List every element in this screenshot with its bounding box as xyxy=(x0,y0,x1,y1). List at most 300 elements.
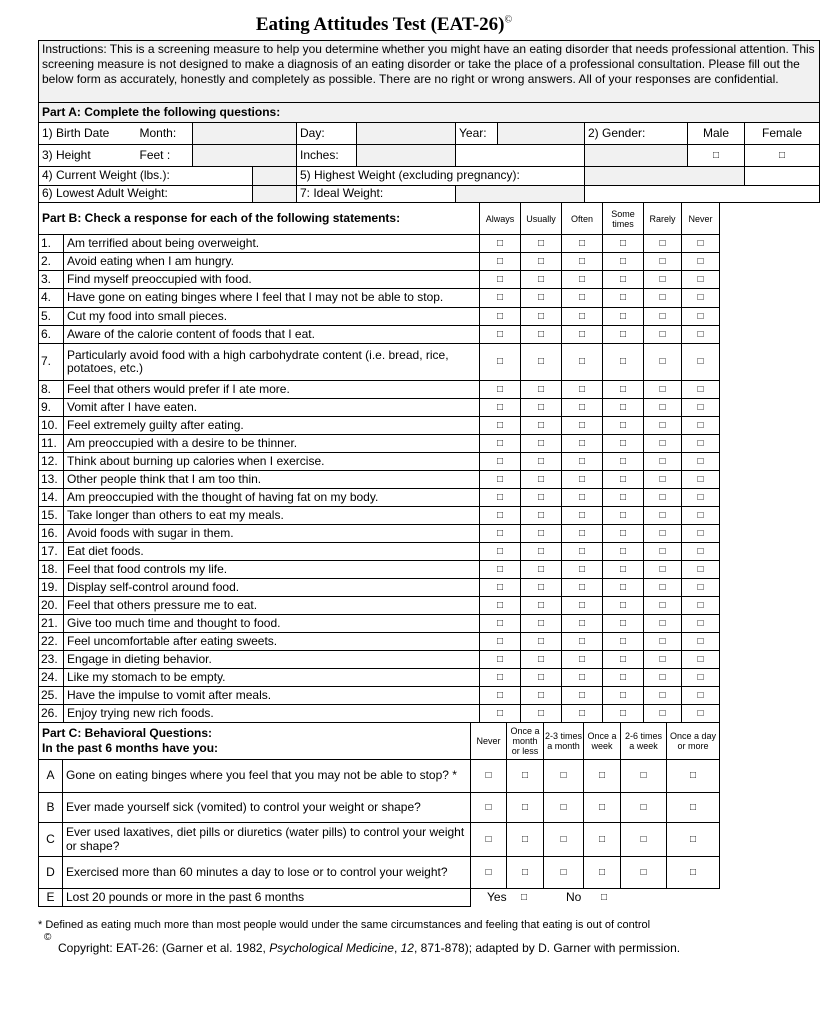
day-label: Day: xyxy=(297,123,357,145)
response-checkbox[interactable]: □ xyxy=(644,308,682,326)
year-input[interactable] xyxy=(498,123,585,145)
response-checkbox[interactable]: □ xyxy=(521,687,562,705)
response-checkbox[interactable]: □ xyxy=(562,507,603,525)
response-checkbox[interactable]: □ xyxy=(603,381,644,399)
response-checkbox[interactable]: □ xyxy=(521,326,562,344)
item-number: 2. xyxy=(39,253,64,271)
col-c-never: Never xyxy=(471,723,507,760)
response-checkbox[interactable]: □ xyxy=(682,308,720,326)
response-checkbox[interactable]: □ xyxy=(644,453,682,471)
item-text: Enjoy trying new rich foods. xyxy=(64,705,480,723)
item-text: Like my stomach to be empty. xyxy=(64,669,480,687)
response-checkbox[interactable]: □ xyxy=(682,669,720,687)
response-checkbox[interactable]: □ xyxy=(603,253,644,271)
item-number: 4. xyxy=(39,289,64,308)
frequency-checkbox[interactable]: □ xyxy=(667,760,720,793)
response-checkbox[interactable]: □ xyxy=(644,271,682,289)
response-checkbox[interactable]: □ xyxy=(603,597,644,615)
part-b-row xyxy=(39,669,720,687)
month-label: Month: xyxy=(137,123,193,145)
part-b-row xyxy=(39,561,720,579)
part-b-row xyxy=(39,579,720,597)
item-text: Take longer than others to eat my meals. xyxy=(64,507,480,525)
response-checkbox[interactable]: □ xyxy=(480,417,521,435)
response-checkbox[interactable]: □ xyxy=(644,705,682,723)
item-text: Avoid foods with sugar in them. xyxy=(64,525,480,543)
response-checkbox[interactable]: □ xyxy=(682,651,720,669)
response-checkbox[interactable]: □ xyxy=(603,326,644,344)
current-weight-input[interactable] xyxy=(253,167,297,186)
item-text: Think about burning up calories when I exercise. xyxy=(64,453,480,471)
item-letter: C xyxy=(39,823,63,857)
response-checkbox[interactable]: □ xyxy=(480,381,521,399)
response-checkbox[interactable]: □ xyxy=(603,615,644,633)
part-b-row xyxy=(39,308,720,326)
response-checkbox[interactable]: □ xyxy=(603,687,644,705)
response-checkbox[interactable]: □ xyxy=(521,381,562,399)
part-b-table xyxy=(38,202,720,723)
response-checkbox[interactable]: □ xyxy=(644,579,682,597)
response-checkbox[interactable]: □ xyxy=(562,543,603,561)
response-checkbox[interactable]: □ xyxy=(521,579,562,597)
response-checkbox[interactable]: □ xyxy=(682,687,720,705)
frequency-checkbox[interactable]: □ xyxy=(584,823,621,857)
frequency-checkbox[interactable]: □ xyxy=(584,760,621,793)
col-c-2-3-month: 2-3 times a month xyxy=(544,723,584,760)
frequency-checkbox[interactable]: □ xyxy=(507,760,544,793)
col-always: Always xyxy=(480,203,521,235)
response-checkbox[interactable]: □ xyxy=(562,561,603,579)
response-checkbox[interactable]: □ xyxy=(521,417,562,435)
response-checkbox[interactable]: □ xyxy=(682,597,720,615)
response-checkbox[interactable]: □ xyxy=(562,308,603,326)
response-checkbox[interactable]: □ xyxy=(562,326,603,344)
item-text: Cut my food into small pieces. xyxy=(64,308,480,326)
frequency-checkbox[interactable]: □ xyxy=(544,760,584,793)
response-checkbox[interactable]: □ xyxy=(562,471,603,489)
response-checkbox[interactable]: □ xyxy=(644,289,682,308)
response-checkbox[interactable]: □ xyxy=(521,344,562,381)
response-checkbox[interactable]: □ xyxy=(603,507,644,525)
response-checkbox[interactable]: □ xyxy=(682,705,720,723)
no-label: No xyxy=(566,890,582,905)
part-b-row xyxy=(39,615,720,633)
part-b-row xyxy=(39,235,720,253)
gender-male-label: Male xyxy=(688,123,745,145)
item-number: 9. xyxy=(39,399,64,417)
response-checkbox[interactable]: □ xyxy=(562,344,603,381)
frequency-checkbox[interactable]: □ xyxy=(621,793,667,823)
response-checkbox[interactable]: □ xyxy=(562,597,603,615)
part-c-subheading: In the past 6 months have you: xyxy=(42,741,219,755)
response-checkbox[interactable]: □ xyxy=(521,669,562,687)
part-b-row xyxy=(39,399,720,417)
response-checkbox[interactable]: □ xyxy=(682,525,720,543)
col-sometimes: Some times xyxy=(603,203,644,235)
item-text: Exercised more than 60 minutes a day to lose or to control your weight? xyxy=(63,857,471,889)
response-checkbox[interactable]: □ xyxy=(562,687,603,705)
response-checkbox[interactable]: □ xyxy=(644,561,682,579)
month-input[interactable] xyxy=(193,123,297,145)
copyright-text: Copyright: EAT-26: (Garner et al. 1982, Psychological Medicine, 12, 871-878); adapted by D. Garner with permission. xyxy=(58,941,681,955)
response-checkbox[interactable]: □ xyxy=(644,651,682,669)
response-checkbox[interactable]: □ xyxy=(603,705,644,723)
title-text: Eating Attitudes Test (EAT-26) xyxy=(255,14,505,35)
response-checkbox[interactable]: □ xyxy=(644,326,682,344)
response-checkbox[interactable]: □ xyxy=(603,651,644,669)
response-checkbox[interactable]: □ xyxy=(480,253,521,271)
response-checkbox[interactable]: □ xyxy=(682,543,720,561)
response-checkbox[interactable]: □ xyxy=(603,435,644,453)
part-b-row xyxy=(39,344,720,381)
response-checkbox[interactable]: □ xyxy=(521,705,562,723)
frequency-checkbox[interactable]: □ xyxy=(667,793,720,823)
response-checkbox[interactable]: □ xyxy=(682,435,720,453)
response-checkbox[interactable]: □ xyxy=(480,525,521,543)
response-checkbox[interactable]: □ xyxy=(682,399,720,417)
response-checkbox[interactable]: □ xyxy=(603,417,644,435)
col-often: Often xyxy=(562,203,603,235)
item-number: 1. xyxy=(39,235,64,253)
part-c-body xyxy=(39,760,720,889)
gender-female-checkbox[interactable]: □ xyxy=(745,145,820,167)
response-checkbox[interactable]: □ xyxy=(682,507,720,525)
response-checkbox[interactable]: □ xyxy=(562,705,603,723)
response-checkbox[interactable]: □ xyxy=(644,435,682,453)
response-checkbox[interactable]: □ xyxy=(603,579,644,597)
response-checkbox[interactable]: □ xyxy=(480,344,521,381)
response-checkbox[interactable]: □ xyxy=(521,525,562,543)
item-text: Vomit after I have eaten. xyxy=(64,399,480,417)
item-text: Am preoccupied with the thought of having fat on my body. xyxy=(64,489,480,507)
inches-input[interactable] xyxy=(357,145,456,167)
response-checkbox[interactable]: □ xyxy=(603,543,644,561)
response-checkbox[interactable]: □ xyxy=(562,271,603,289)
response-checkbox[interactable]: □ xyxy=(644,669,682,687)
frequency-checkbox[interactable]: □ xyxy=(621,823,667,857)
response-checkbox[interactable]: □ xyxy=(480,633,521,651)
response-checkbox[interactable]: □ xyxy=(603,669,644,687)
highest-weight-input[interactable] xyxy=(585,167,745,186)
item-text: Particularly avoid food with a high carbohydrate content (i.e. bread, rice, potatoes, etc.) xyxy=(64,344,480,381)
part-b-row xyxy=(39,543,720,561)
response-checkbox[interactable]: □ xyxy=(480,235,521,253)
frequency-checkbox[interactable]: □ xyxy=(667,857,720,889)
yes-checkbox[interactable]: □ xyxy=(521,892,528,904)
part-b-row xyxy=(39,597,720,615)
part-b-row xyxy=(39,271,720,289)
response-checkbox[interactable]: □ xyxy=(644,543,682,561)
response-checkbox[interactable]: □ xyxy=(521,289,562,308)
response-checkbox[interactable]: □ xyxy=(480,489,521,507)
response-checkbox[interactable]: □ xyxy=(480,543,521,561)
part-b-row xyxy=(39,489,720,507)
item-letter: D xyxy=(39,857,63,889)
feet-input[interactable] xyxy=(193,145,297,167)
response-checkbox[interactable]: □ xyxy=(644,597,682,615)
item-number: 3. xyxy=(39,271,64,289)
part-a-heading: Part A: Complete the following questions: xyxy=(39,103,820,123)
frequency-checkbox[interactable]: □ xyxy=(544,823,584,857)
response-checkbox[interactable]: □ xyxy=(562,489,603,507)
response-checkbox[interactable]: □ xyxy=(603,471,644,489)
response-checkbox[interactable]: □ xyxy=(562,633,603,651)
response-checkbox[interactable]: □ xyxy=(480,507,521,525)
item-number: 5. xyxy=(39,308,64,326)
item-text: Aware of the calorie content of foods that I eat. xyxy=(64,326,480,344)
response-checkbox[interactable]: □ xyxy=(644,417,682,435)
response-checkbox[interactable]: □ xyxy=(562,579,603,597)
item-number: 15. xyxy=(39,507,64,525)
frequency-checkbox[interactable]: □ xyxy=(471,857,507,889)
frequency-checkbox[interactable]: □ xyxy=(507,823,544,857)
copyright-symbol: © xyxy=(44,932,52,943)
current-weight-label: 4) Current Weight (lbs.): xyxy=(39,167,253,186)
response-checkbox[interactable]: □ xyxy=(521,453,562,471)
part-b-row xyxy=(39,253,720,271)
item-number: 16. xyxy=(39,525,64,543)
response-checkbox[interactable]: □ xyxy=(682,471,720,489)
response-checkbox[interactable]: □ xyxy=(682,235,720,253)
response-checkbox[interactable]: □ xyxy=(603,525,644,543)
response-checkbox[interactable]: □ xyxy=(521,308,562,326)
item-text: Ever made yourself sick (vomited) to control your weight or shape? xyxy=(63,793,471,823)
response-checkbox[interactable]: □ xyxy=(603,235,644,253)
response-checkbox[interactable]: □ xyxy=(682,489,720,507)
frequency-checkbox[interactable]: □ xyxy=(621,857,667,889)
response-checkbox[interactable]: □ xyxy=(603,399,644,417)
response-checkbox[interactable]: □ xyxy=(603,308,644,326)
response-checkbox[interactable]: □ xyxy=(682,253,720,271)
item-text: Display self-control around food. xyxy=(64,579,480,597)
frequency-checkbox[interactable]: □ xyxy=(544,857,584,889)
part-c-row xyxy=(39,760,720,793)
no-checkbox[interactable]: □ xyxy=(601,892,608,904)
response-checkbox[interactable]: □ xyxy=(603,453,644,471)
response-checkbox[interactable]: □ xyxy=(682,633,720,651)
response-checkbox[interactable]: □ xyxy=(644,344,682,381)
response-checkbox[interactable]: □ xyxy=(644,507,682,525)
response-checkbox[interactable]: □ xyxy=(562,525,603,543)
response-checkbox[interactable]: □ xyxy=(480,289,521,308)
day-input[interactable] xyxy=(357,123,456,145)
item-letter: E xyxy=(39,889,63,907)
frequency-checkbox[interactable]: □ xyxy=(471,760,507,793)
part-b-header xyxy=(39,203,720,235)
part-c-row xyxy=(39,857,720,889)
item-letter: B xyxy=(39,793,63,823)
col-never: Never xyxy=(682,203,720,235)
response-checkbox[interactable]: □ xyxy=(521,507,562,525)
response-checkbox[interactable]: □ xyxy=(682,417,720,435)
part-b-row xyxy=(39,289,720,308)
height-label: 3) Height xyxy=(39,145,137,167)
item-text: Other people think that I am too thin. xyxy=(64,471,480,489)
response-checkbox[interactable]: □ xyxy=(562,453,603,471)
item-number: 6. xyxy=(39,326,64,344)
part-c-row xyxy=(39,823,720,857)
response-checkbox[interactable]: □ xyxy=(521,597,562,615)
part-a-table xyxy=(38,40,820,203)
lowest-weight-input[interactable] xyxy=(253,186,297,203)
response-checkbox[interactable]: □ xyxy=(480,669,521,687)
response-checkbox[interactable]: □ xyxy=(682,271,720,289)
response-checkbox[interactable]: □ xyxy=(644,489,682,507)
response-checkbox[interactable]: □ xyxy=(480,399,521,417)
response-checkbox[interactable]: □ xyxy=(562,253,603,271)
response-checkbox[interactable]: □ xyxy=(521,561,562,579)
response-checkbox[interactable]: □ xyxy=(682,579,720,597)
response-checkbox[interactable]: □ xyxy=(480,561,521,579)
response-checkbox[interactable]: □ xyxy=(521,633,562,651)
footnote: * Defined as eating much more than most people would under the same circumstances and feeling that eating is out of control xyxy=(38,919,651,931)
item-text: Feel that food controls my life. xyxy=(64,561,480,579)
response-checkbox[interactable]: □ xyxy=(603,561,644,579)
response-checkbox[interactable]: □ xyxy=(603,489,644,507)
item-text: Find myself preoccupied with food. xyxy=(64,271,480,289)
response-checkbox[interactable]: □ xyxy=(480,453,521,471)
response-checkbox[interactable]: □ xyxy=(644,399,682,417)
item-text: Ever used laxatives, diet pills or diuretics (water pills) to control your weight or shape? xyxy=(63,823,471,857)
journal-volume: 12 xyxy=(400,941,414,955)
response-checkbox[interactable]: □ xyxy=(562,289,603,308)
response-checkbox[interactable]: □ xyxy=(521,489,562,507)
frequency-checkbox[interactable]: □ xyxy=(667,823,720,857)
part-b-row xyxy=(39,417,720,435)
response-checkbox[interactable]: □ xyxy=(562,399,603,417)
response-checkbox[interactable]: □ xyxy=(521,543,562,561)
response-checkbox[interactable]: □ xyxy=(603,289,644,308)
response-checkbox[interactable]: □ xyxy=(521,435,562,453)
response-checkbox[interactable]: □ xyxy=(644,381,682,399)
part-b-row xyxy=(39,651,720,669)
part-b-row xyxy=(39,471,720,489)
response-checkbox[interactable]: □ xyxy=(682,615,720,633)
frequency-checkbox[interactable]: □ xyxy=(584,793,621,823)
item-text: Engage in dieting behavior. xyxy=(64,651,480,669)
item-number: 24. xyxy=(39,669,64,687)
response-checkbox[interactable]: □ xyxy=(682,561,720,579)
title-copyright-mark: © xyxy=(504,14,513,26)
response-checkbox[interactable]: □ xyxy=(562,381,603,399)
item-number: 26. xyxy=(39,705,64,723)
response-checkbox[interactable]: □ xyxy=(603,633,644,651)
ideal-weight-label: 7: Ideal Weight: xyxy=(297,186,456,203)
gender-female-label: Female xyxy=(745,123,820,145)
response-checkbox[interactable]: □ xyxy=(480,705,521,723)
item-number: 23. xyxy=(39,651,64,669)
item-number: 12. xyxy=(39,453,64,471)
frequency-checkbox[interactable]: □ xyxy=(544,793,584,823)
response-checkbox[interactable]: □ xyxy=(480,579,521,597)
col-c-once-month: Once a month or less xyxy=(507,723,544,760)
response-checkbox[interactable]: □ xyxy=(603,271,644,289)
journal-name: Psychological Medicine xyxy=(269,941,394,955)
item-number: 17. xyxy=(39,543,64,561)
part-c-table xyxy=(38,722,720,907)
part-b-row xyxy=(39,326,720,344)
response-checkbox[interactable]: □ xyxy=(562,669,603,687)
response-checkbox[interactable]: □ xyxy=(480,597,521,615)
part-b-row xyxy=(39,705,720,723)
response-checkbox[interactable]: □ xyxy=(562,615,603,633)
response-checkbox[interactable]: □ xyxy=(480,615,521,633)
response-checkbox[interactable]: □ xyxy=(562,235,603,253)
response-checkbox[interactable]: □ xyxy=(644,633,682,651)
response-checkbox[interactable]: □ xyxy=(682,326,720,344)
frequency-checkbox[interactable]: □ xyxy=(507,857,544,889)
item-number: 22. xyxy=(39,633,64,651)
item-text: Feel extremely guilty after eating. xyxy=(64,417,480,435)
response-checkbox[interactable]: □ xyxy=(480,687,521,705)
response-checkbox[interactable]: □ xyxy=(682,344,720,381)
response-checkbox[interactable]: □ xyxy=(480,271,521,289)
inches-label: Inches: xyxy=(297,145,357,167)
response-checkbox[interactable]: □ xyxy=(644,253,682,271)
response-checkbox[interactable]: □ xyxy=(521,615,562,633)
part-c-heading: Part C: Behavioral Questions: xyxy=(42,726,213,740)
response-checkbox[interactable]: □ xyxy=(603,344,644,381)
col-c-2-6-week: 2-6 times a week xyxy=(621,723,667,760)
response-checkbox[interactable]: □ xyxy=(480,308,521,326)
response-checkbox[interactable]: □ xyxy=(521,253,562,271)
response-checkbox[interactable]: □ xyxy=(644,687,682,705)
response-checkbox[interactable]: □ xyxy=(480,651,521,669)
ideal-weight-input[interactable] xyxy=(456,186,585,203)
part-b-row xyxy=(39,687,720,705)
response-checkbox[interactable]: □ xyxy=(521,271,562,289)
part-b-row xyxy=(39,525,720,543)
response-checkbox[interactable]: □ xyxy=(644,525,682,543)
response-checkbox[interactable]: □ xyxy=(682,453,720,471)
frequency-checkbox[interactable]: □ xyxy=(507,793,544,823)
response-checkbox[interactable]: □ xyxy=(480,326,521,344)
response-checkbox[interactable]: □ xyxy=(562,417,603,435)
response-checkbox[interactable]: □ xyxy=(521,235,562,253)
frequency-checkbox[interactable]: □ xyxy=(584,857,621,889)
response-checkbox[interactable]: □ xyxy=(521,399,562,417)
response-checkbox[interactable]: □ xyxy=(562,435,603,453)
frequency-checkbox[interactable]: □ xyxy=(471,823,507,857)
frequency-checkbox[interactable]: □ xyxy=(621,760,667,793)
response-checkbox[interactable]: □ xyxy=(682,289,720,308)
response-checkbox[interactable]: □ xyxy=(480,435,521,453)
response-checkbox[interactable]: □ xyxy=(644,471,682,489)
gender-male-checkbox[interactable]: □ xyxy=(688,145,745,167)
item-text: Eat diet foods. xyxy=(64,543,480,561)
item-text: Have the impulse to vomit after meals. xyxy=(64,687,480,705)
highest-weight-label: 5) Highest Weight (excluding pregnancy): xyxy=(297,167,585,186)
lowest-weight-label: 6) Lowest Adult Weight: xyxy=(39,186,253,203)
item-number: 10. xyxy=(39,417,64,435)
response-checkbox[interactable]: □ xyxy=(521,471,562,489)
frequency-checkbox[interactable]: □ xyxy=(471,793,507,823)
part-c-row-e xyxy=(39,889,720,907)
year-label: Year: xyxy=(456,123,498,145)
item-text: Gone on eating binges where you feel that you may not be able to stop? * xyxy=(63,760,471,793)
response-checkbox[interactable]: □ xyxy=(644,615,682,633)
item-text: Lost 20 pounds or more in the past 6 months xyxy=(63,889,471,907)
item-number: 25. xyxy=(39,687,64,705)
response-checkbox[interactable]: □ xyxy=(521,651,562,669)
response-checkbox[interactable]: □ xyxy=(480,471,521,489)
eat26-form xyxy=(38,40,815,907)
response-checkbox[interactable]: □ xyxy=(644,235,682,253)
item-number: 11. xyxy=(39,435,64,453)
response-checkbox[interactable]: □ xyxy=(562,651,603,669)
response-checkbox[interactable]: □ xyxy=(682,381,720,399)
part-b-row xyxy=(39,453,720,471)
